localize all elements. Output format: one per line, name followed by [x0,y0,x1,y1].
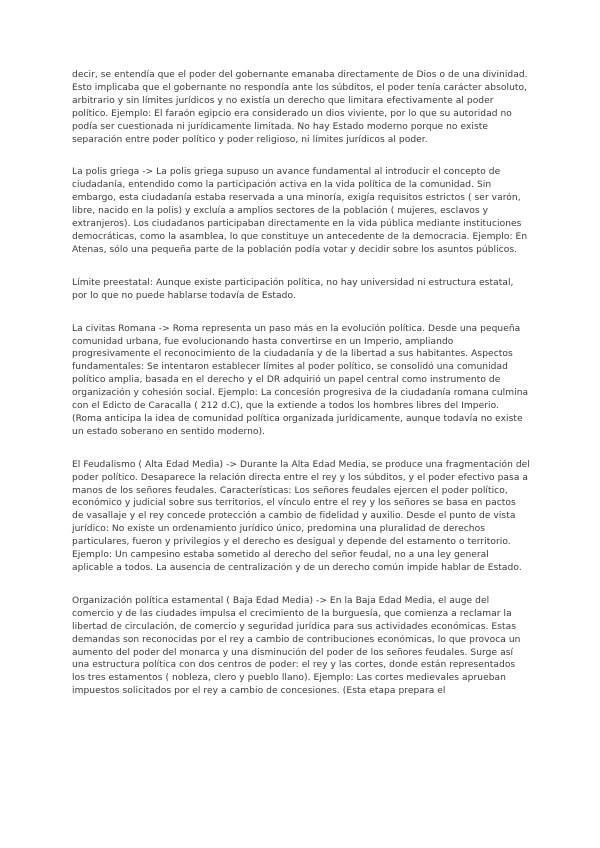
paragraph-civitas-romana: La civitas Romana -> Roma representa un paso más en la evolución política. Desde una pequeña comunidad urbana, fue evolucionando hasta convertirse en un Imperio, ampliando progresivamente el reconocimiento de la ciudadanía y de la libertad a sus habitantes. Aspectos fundamentales: Se intentaron establecer límites al poder político, se consolidó una comunidad político amplia, basada en el derecho y el DR adquirió un papel central como instrumento de organización y cohesión social. Ejemplo: La concesión progresiva de la ciudadanía romana culmina con el Edicto de Caracalla ( 212 d.C), que la extiende a todos los hombres libres del Imperio. (Roma anticipa la idea de comunidad política organizada jurídicamente, aunque todavía no existe un estado soberano en sentido moderno). [72,323,529,437]
paragraph-organizacion-estamental: Organización política estamental ( Baja Edad Media) -> En la Baja Edad Media, el auge del comercio y de las ciudades impulsa el crecimiento de la burguesía, que comienza a reclamar la libertad de circulación, de comercio y seguridad jurídica para sus actividades económicas. Estas demandas son reconocidas por el rey a cambio de contribuciones económicas, lo que provoca un aumento del poder del monarca y una disminución del poder de los señores feudales. Surge así una estructura política con dos centros de poder: el rey y las cortes, donde están representados los tres estamentos ( nobleza, clero y pueblo llano). Ejemplo: Las cortes medievales aprueban impuestos solicitados por el rey a cambio de concesiones. (Esta etapa prepara el [72,595,521,697]
paragraph-limite-preestatal: Límite preestatal: Aunque existe participación política, no hay universidad ni estructura estatal, por lo que no puede hablarse todavía de Estado. [72,277,514,301]
paragraph-divine-right: decir, se entendía que el poder del gobernante emanaba directamente de Dios o de una divinidad. Esto implicaba que el gobernante no respondía ante los súbditos, el poder tenía carácter absoluto, arbitrario y sin límites jurídicos y no existía un derecho que limitara efectivamente al poder político. Ejemplo: El faraón egipcio era considerado un dios viviente, por lo que su autoridad no podía ser cuestionada ni jurídicamente limitada. No hay Estado moderno porque no existe separación entre poder político y poder religioso, ni límites jurídicos al poder. [72,70,528,145]
document-body [72,69,530,718]
paragraph-polis-griega: La polis griega -> La polis griega supuso un avance fundamental al introducir el concepto de ciudadanía, entendido como la participación activa en la vida política de la comunidad. Sin embargo, esta ciudadanía estaba reservada a una minoría, exigía requisitos estrictos ( ser varón, libre, nacido en la polis) y excluía a amplios sectores de la población ( mujeres, esclavos y extranjeros). Los ciudadanos participaban directamente en la vida pública mediante instituciones democráticas, como la asamblea, lo que constituye un antecedente de la democracia. Ejemplo: En Atenas, sólo una pequeña parte de la población podía votar y decidir sobre los asuntos públicos. [72,167,528,255]
paragraph-feudalismo: El Feudalismo ( Alta Edad Media) -> Durante la Alta Edad Media, se produce una fragmentación del poder político. Desaparece la relación directa entre el rey y los súbditos, y el poder efectivo pasa a manos de los señores feudales. Características: Los señores feudales ejercen el poder político, económico y judicial sobre sus territorios, el vínculo entre el rey y los señores se basa en pactos de vasallaje y el rey concede protección a cambio de fidelidad y auxilio. Desde el punto de vista jurídico: No existe un ordenamiento jurídico único, predomina una pluralidad de derechos particulares, fueron y privilegios y el derecho es desigual y depende del estamento o territorio. Ejemplo: Un campesino estaba sometido al derecho del señor feudal, no a una ley general aplicable a todos. La ausencia de centralización y de un derecho común impide hablar de Estado. [72,459,530,573]
